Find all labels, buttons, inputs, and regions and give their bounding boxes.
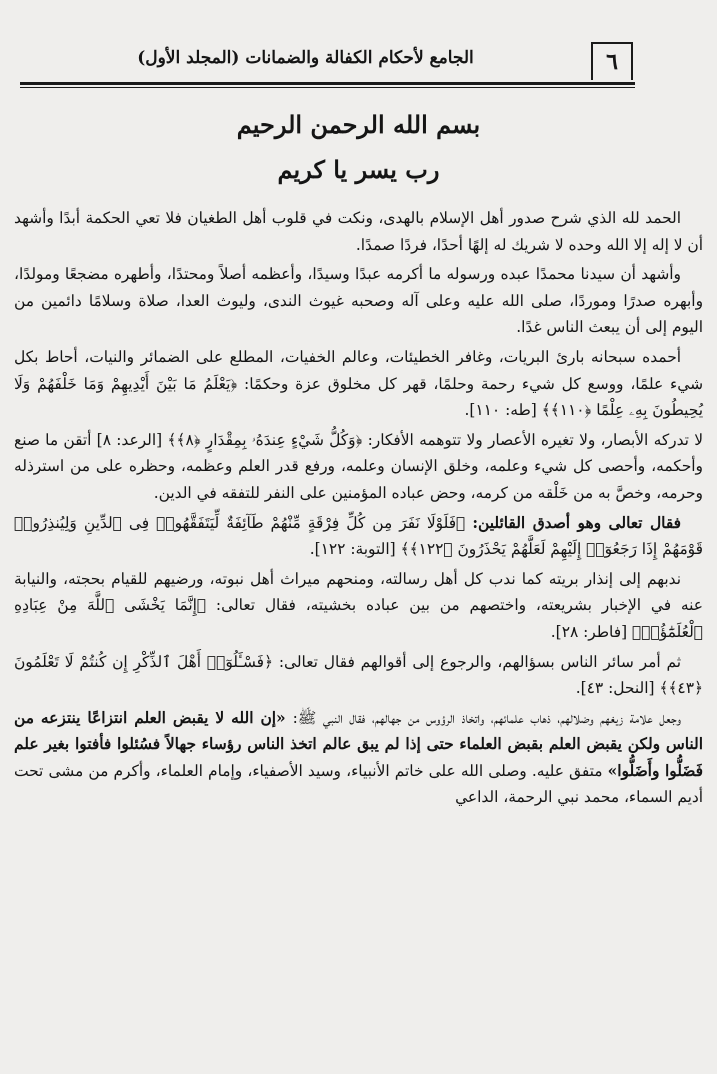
paragraph-5-lead: فقال تعالى وهو أصدق القائلين: [472,513,681,532]
basmala-heading: بسم الله الرحمن الرحيم [236,110,481,139]
header-rule [20,82,635,85]
page-number: ٦ [591,42,633,80]
paragraph-8-tail: متفق عليه. وصلى الله على خاتم الأنبياء، وسيد الأصفياء، وإمام العلماء، وأكرم من مشى تحت أديم السماء، محمد نبي الرحمة، الداعي [14,761,703,807]
header-rule-thin [20,87,635,88]
paragraph-8 [14,705,703,811]
paragraph-3: أحمده سبحانه بارئ البريات، وغافر الخطيئات، وعالم الخفيات، المطلع على الضمائر والنيات، أحاط بكل شيء علمًا، ووسع كل شيء رحمة وحلمًا، قهر كل مخلوق عزة وحكمًا: ﴿يَعْلَمُ مَا بَيْنَ أَيْدِيهِمْ وَمَا خَلْفَهُمْ وَلَا يُحِيطُونَ بِهِۦ عِلْمًا ﴿١١٠﴾﴾ [طه: ١١٠]. [14,347,703,420]
paragraph-2: وأشهد أن سيدنا محمدًا عبده ورسوله ما أكرمه عبدًا وسيدًا، وأعظمه أصلاً ومحتدًا، وأطهره مضجعًا ومولدًا، وأبهره صدرًا وموردًا، صلى الله عليه وعلى آله وصحبه غيوث الندى، وليوث العدا، صلاة وسلامًا دائمين من اليوم إلى أن يبعث الناس غدًا. [14,265,703,337]
paragraph-1: الحمد لله الذي شرح صدور أهل الإسلام بالهدى، ونكت في قلوب أهل الطغيان فلا تعي الحكمة أبدًا وأشهد أن لا إله إلا الله وحده لا شريك له إلهًا أحدًا، فردًا صمدًا. [14,209,703,254]
paragraph-8-lead: وجعل علامة زيغهم وضلالهم، ذهاب علمائهم، واتخاذ الرؤوس من جهالهم، فقال النبي ﷺ: [292,708,681,727]
hadith-quote: «إن الله لا يقبض العلم انتزاعًا ينتزعه من الناس ولكن يقبض العلم بقبض العلماء حتى إذا لم يبق عالم اتخذ الناس رؤساء جهالاً فسُئلوا فأفتوا بغير علم فَضَلُّوا وأَضَلُّوا» [14,708,703,780]
paragraph-5-body: ﴿فَلَوْلَا نَفَرَ مِن كُلِّ فِرْقَةٍ مِّنْهُمْ طَآئِفَةٌ لِّيَتَفَقَّهُوا۟ فِى ٱلدِّينِ وَلِيُنذِرُوا۟ قَوْمَهُمْ إِذَا رَجَعُوٓا۟ إِلَيْهِمْ لَعَلَّهُمْ يَحْذَرُونَ ﴿١٢٢﴾﴾ [التوبة: ١٢٢]. [14,513,703,559]
page-header [20,36,639,86]
paragraph-7: ثم أمر سائر الناس بسؤالهم، والرجوع إلى أقوالهم فقال تعالى: ﴿فَسْـَٔلُوٓا۟ أَهْلَ ٱلذِّكْرِ إِن كُنتُمْ لَا تَعْلَمُونَ ﴿٤٣﴾﴾ [النحل: ٤٣]. [14,652,703,698]
paragraph-5 [14,510,703,563]
paragraph-4: لا تدركه الأبصار، ولا تغيره الأعصار ولا تتوهمه الأفكار: ﴿وَكُلُّ شَيْءٍ عِندَهُۥ بِمِقْدَارٍ ﴿٨﴾﴾ [الرعد: ٨] أتقن ما صنع وأحكمه، وأحصى كل شيء وعلمه، وخلق الإنسان وعلمه، ورفع قدر العلم وعظمه، وحظره على من استرذله وحرمه، وخصَّ به من خَلْقه من كرمه، وحض عباده المؤمنين على النفر للتفقه في الدين. [14,430,703,502]
paragraph-6: ندبهم إلى إنذار بريته كما ندب كل أهل رسالته، ومنحهم ميراث أهل نبوته، ورضيهم للقيام بحجته، والنيابة عنه في الإخبار بشريعته، واختصهم من بين عباده بخشيته، فقال تعالى: ﴿إِنَّمَا يَخْشَى ٱللَّهَ مِنْ عِبَادِهِ ٱلْعُلَمَٰٓؤُا۟﴾ [فاطر: ٢٨]. [14,569,703,641]
body-text [14,205,703,814]
subheading: رب يسر يا كريم [277,155,440,184]
running-title: الجامع لأحكام الكفالة والضمانات (المجلد الأول) [137,48,474,68]
